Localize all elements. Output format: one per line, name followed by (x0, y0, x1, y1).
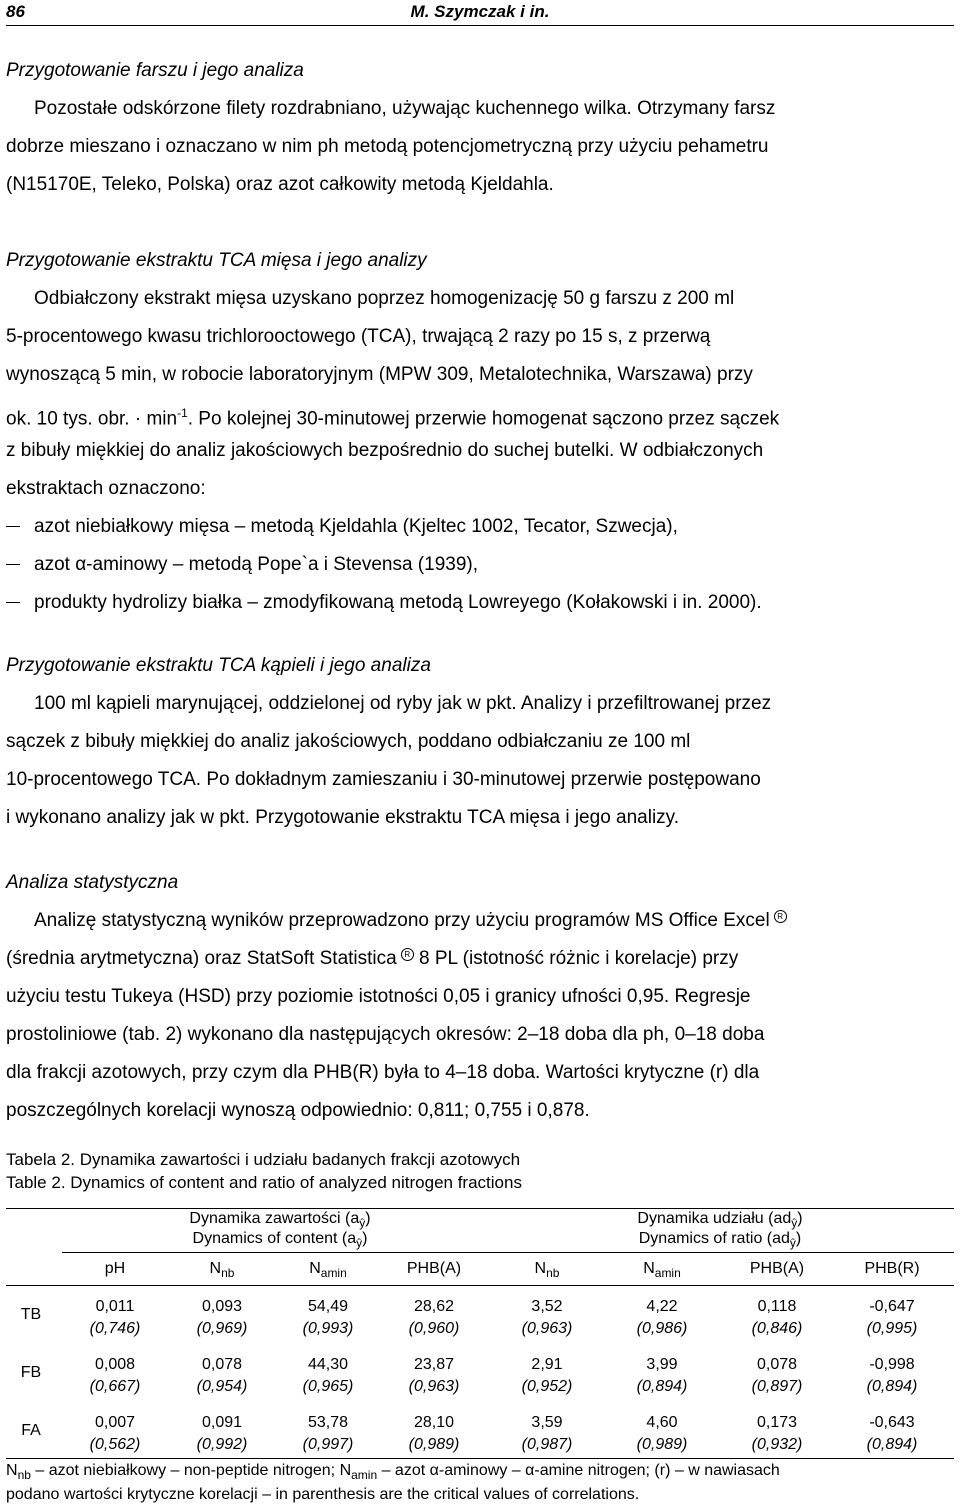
paragraph-line: poszczególnych korelacji wynoszą odpowiednio: 0,811; 0,755 i 0,878. (6, 1100, 590, 1121)
table-cell (612, 1412, 712, 1456)
row-label: FA (21, 1422, 41, 1439)
table-footnote-line1 (6, 1462, 780, 1482)
cell-value: 0,093 (201, 1298, 243, 1315)
cell-correlation: (0,987) (521, 1436, 573, 1453)
paragraph-line: wynoszącą 5 min, w robocie laboratoryjnym (MPW 309, Metalotechnika, Warszawa) przy (6, 364, 753, 385)
cell-value: 53,78 (307, 1414, 349, 1431)
list-item (6, 546, 478, 584)
subscript: ŷ (789, 1236, 796, 1251)
table-cell (727, 1354, 827, 1398)
cell-correlation: (0,992) (196, 1436, 248, 1453)
table-cell (612, 1296, 712, 1340)
table-cell (497, 1354, 597, 1398)
running-header-authors: M. Szymczak i in. (410, 2, 550, 21)
column-header (278, 1260, 378, 1280)
table-cell (497, 1296, 597, 1340)
cell-value: -0,998 (869, 1356, 915, 1373)
table-cell (65, 1354, 165, 1398)
text-segment: 8 PL (istotność różnic i korelacje) przy (419, 948, 739, 969)
cell-value: 54,49 (307, 1298, 349, 1315)
text-segment: – azot α-aminowy – α-amine nitrogen; (r) – w nawiasach (377, 1462, 780, 1479)
cell-value: 23,87 (413, 1356, 455, 1373)
dash-bullet-icon (6, 564, 20, 565)
paragraph-line: sączek z bibuły miękkiej do analiz jakościowych, poddano odbiałczaniu ze 100 ml (6, 731, 691, 752)
paragraph-line: ekstraktach oznaczono: (6, 478, 206, 499)
cell-value: 0,118 (757, 1298, 797, 1315)
cell-correlation: (0,897) (751, 1378, 803, 1395)
column-header-main: PHB(R) (864, 1260, 920, 1277)
list-item-text: azot niebiałkowy mięsa – metodą Kjeldahla (Kjeltec 1002, Tecator, Szwecja), (34, 516, 678, 537)
section-heading-ekstrakt-kapieli: Przygotowanie ekstraktu TCA kąpieli i jego analiza (6, 655, 431, 676)
header-rule (6, 25, 954, 26)
column-header (497, 1260, 597, 1280)
table-footnote-line2: podano wartości krytyczne korelacji – in parenthesis are the critical values of correlations. (6, 1486, 640, 1503)
table-cell (278, 1412, 378, 1456)
paragraph-line (34, 902, 787, 940)
column-header (65, 1260, 165, 1278)
cell-correlation: (0,963) (408, 1378, 460, 1395)
paragraph-line: użyciu testu Tukeya (HSD) przy poziomie istotności 0,05 i granicy ufności 0,95. Regresje (6, 986, 751, 1007)
cell-correlation: (0,965) (302, 1378, 354, 1395)
group-header-ratio (500, 1210, 940, 1250)
group-header-en: Dynamics of content (a (192, 1230, 357, 1248)
table-group-rule (62, 1252, 954, 1253)
cell-value: 3,59 (531, 1414, 563, 1431)
section-heading-ekstrakt-miesa: Przygotowanie ekstraktu TCA mięsa i jego analizy (6, 250, 427, 271)
cell-value: 0,007 (94, 1414, 136, 1431)
cell-value: 44,30 (307, 1356, 349, 1373)
table-cell (172, 1354, 272, 1398)
list-item (6, 508, 678, 546)
section-heading-analiza-statystyczna: Analiza statystyczna (6, 872, 179, 893)
table-cell (497, 1412, 597, 1456)
paragraph-line: 10-procentowego TCA. Po dokładnym zamieszaniu i 30-minutowej przerwie postępowano (6, 769, 761, 790)
table-header-rule (6, 1285, 954, 1286)
cell-correlation: (0,894) (866, 1436, 918, 1453)
cell-correlation: (0,562) (89, 1436, 141, 1453)
cell-correlation: (0,963) (521, 1320, 573, 1337)
registered-trademark-icon: R (774, 910, 787, 923)
dash-bullet-icon (6, 602, 20, 603)
paren: ) (362, 1230, 368, 1248)
text-segment: – azot niebiałkowy – non-peptide nitrogen; N (30, 1462, 352, 1479)
column-header-main: N (643, 1260, 655, 1277)
cell-correlation: (0,894) (866, 1378, 918, 1395)
table-cell (842, 1296, 942, 1340)
cell-value: -0,643 (869, 1414, 915, 1431)
cell-correlation: (0,746) (89, 1320, 141, 1337)
paragraph-line: z bibuły miękkiej do analiz jakościowych bezpośrednio do suchej butelki. W odbiałczonych (6, 440, 764, 461)
cell-correlation: (0,989) (636, 1436, 688, 1453)
page-number: 86 (6, 2, 25, 21)
column-header-main: N (309, 1260, 321, 1277)
table-cell (65, 1412, 165, 1456)
cell-correlation: (0,667) (89, 1378, 141, 1395)
row-label: FB (20, 1364, 42, 1381)
subscript: nb (221, 1266, 235, 1281)
table-cell (842, 1412, 942, 1456)
subscript: nb (546, 1266, 560, 1281)
table-cell (278, 1354, 378, 1398)
table-cell (172, 1412, 272, 1456)
paragraph-line: Odbiałczony ekstrakt mięsa uzyskano poprzez homogenizację 50 g farszu z 200 ml (34, 288, 735, 309)
column-header-main: N (534, 1260, 547, 1277)
cell-value: 0,011 (95, 1298, 135, 1315)
paragraph-line: 5-procentowego kwasu trichlorooctowego (TCA), trwającą 2 razy po 15 s, z przerwą (6, 326, 711, 347)
group-header-en: Dynamics of ratio (ad (638, 1230, 790, 1248)
table-caption-pl: Tabela 2. Dynamika zawartości i udziału badanych frakcji azotowych (6, 1150, 521, 1169)
cell-correlation: (0,952) (521, 1378, 573, 1395)
table-cell (727, 1412, 827, 1456)
cell-correlation: (0,997) (302, 1436, 354, 1453)
paragraph-line: Pozostałe odskórzone filety rozdrabniano, używając kuchennego wilka. Otrzymany farsz (34, 98, 776, 119)
group-header-content (60, 1210, 500, 1250)
table-cell (384, 1412, 484, 1456)
subscript: ŷ (791, 1216, 798, 1231)
paragraph-line: prostoliniowe (tab. 2) wykonano dla następujących okresów: 2–18 doba dla ph, 0–18 doba (6, 1024, 765, 1045)
table-cell (727, 1296, 827, 1340)
subscript: amin (320, 1266, 347, 1281)
table-caption-en: Table 2. Dynamics of content and ratio of analyzed nitrogen fractions (6, 1173, 522, 1192)
cell-value: 0,091 (201, 1414, 243, 1431)
cell-correlation: (0,932) (751, 1436, 803, 1453)
column-header (612, 1260, 712, 1280)
text-segment: Analizę statystyczną wyników przeprowadzono przy użyciu programów MS Office Excel (34, 910, 770, 931)
column-header (842, 1260, 942, 1278)
column-header-main: PHB(A) (406, 1260, 462, 1277)
cell-correlation: (0,960) (408, 1320, 460, 1337)
paren: ) (795, 1230, 802, 1248)
column-header-main: N (209, 1260, 222, 1277)
paragraph-line (6, 940, 738, 978)
column-header-main: pH (104, 1260, 126, 1277)
table-cell (384, 1296, 484, 1340)
column-header-main: PHB(A) (749, 1260, 805, 1277)
text-segment: (średnia arytmetyczna) oraz StatSoft Statistica (6, 948, 397, 969)
cell-value: 0,173 (756, 1414, 798, 1431)
cell-correlation: (0,989) (408, 1436, 460, 1453)
cell-value: -0,647 (869, 1298, 915, 1315)
table-bottom-rule (6, 1458, 954, 1459)
cell-value: 3,99 (646, 1356, 678, 1373)
text-segment: N (6, 1462, 18, 1479)
group-header-pl: Dynamika udziału (ad (637, 1210, 792, 1227)
list-item (6, 584, 762, 622)
list-item-text: produkty hydrolizy białka – zmodyfikowaną metodą Lowreyego (Kołakowski i in. 2000). (34, 592, 762, 613)
cell-value: 3,52 (531, 1298, 563, 1315)
section-heading-farsz: Przygotowanie farszu i jego analiza (6, 60, 304, 81)
table-top-rule (6, 1208, 954, 1209)
text-segment: . Po kolejnej 30-minutowej przerwie homogenat sączono przez sączek (187, 408, 780, 430)
text-segment: ok. 10 tys. obr. · min (6, 408, 178, 430)
cell-correlation: (0,993) (302, 1320, 354, 1337)
cell-correlation: (0,954) (196, 1378, 248, 1395)
row-label: TB (20, 1306, 42, 1323)
superscript: -1 (177, 406, 188, 420)
column-header (727, 1260, 827, 1278)
cell-value: 0,078 (756, 1356, 798, 1373)
paren: ) (797, 1210, 803, 1227)
cell-value: 0,008 (94, 1356, 136, 1373)
dash-bullet-icon (6, 526, 20, 527)
paragraph-line: i wykonano analizy jak w pkt. Przygotowanie ekstraktu TCA mięsa i jego analizy. (6, 807, 680, 828)
cell-value: 2,91 (531, 1356, 563, 1373)
column-header (384, 1260, 484, 1278)
subscript: ŷ (356, 1236, 363, 1251)
table-cell (612, 1354, 712, 1398)
table-cell (278, 1296, 378, 1340)
column-header (172, 1260, 272, 1280)
cell-correlation: (0,846) (751, 1320, 803, 1337)
subscript: amin (654, 1266, 681, 1281)
paragraph-line: dla frakcji azotowych, przy czym dla PHB(R) była to 4–18 doba. Wartości krytyczne (r) dla (6, 1062, 760, 1083)
cell-correlation: (0,986) (636, 1320, 688, 1337)
cell-correlation: (0,969) (196, 1320, 248, 1337)
table-cell (172, 1296, 272, 1340)
table-cell (384, 1354, 484, 1398)
cell-value: 4,60 (646, 1414, 678, 1431)
table-cell (842, 1354, 942, 1398)
cell-value: 4,22 (646, 1298, 678, 1315)
list-item-text: azot α-aminowy – metodą Pope`a i Stevensa (1939), (34, 554, 478, 575)
registered-trademark-icon: R (401, 948, 414, 961)
cell-correlation: (0,894) (636, 1378, 688, 1395)
paren: ) (365, 1210, 371, 1227)
cell-correlation: (0,995) (866, 1320, 918, 1337)
cell-value: 28,62 (413, 1298, 455, 1315)
table-cell (65, 1296, 165, 1340)
subscript: ŷ (359, 1216, 366, 1231)
paragraph-line: dobrze mieszano i oznaczano w nim ph metodą potencjometryczną przy użyciu pehametru (6, 136, 769, 157)
cell-value: 0,078 (201, 1356, 243, 1373)
subscript: nb (17, 1468, 31, 1483)
subscript: amin (351, 1468, 378, 1483)
group-header-pl: Dynamika zawartości (a (189, 1210, 360, 1227)
paragraph-line: 100 ml kąpieli marynującej, oddzielonej od ryby jak w pkt. Analizy i przefiltrowanej przez (34, 693, 772, 714)
paragraph-line: (N15170E, Teleko, Polska) oraz azot całkowity metodą Kjeldahla. (6, 174, 554, 195)
cell-value: 28,10 (413, 1414, 455, 1431)
